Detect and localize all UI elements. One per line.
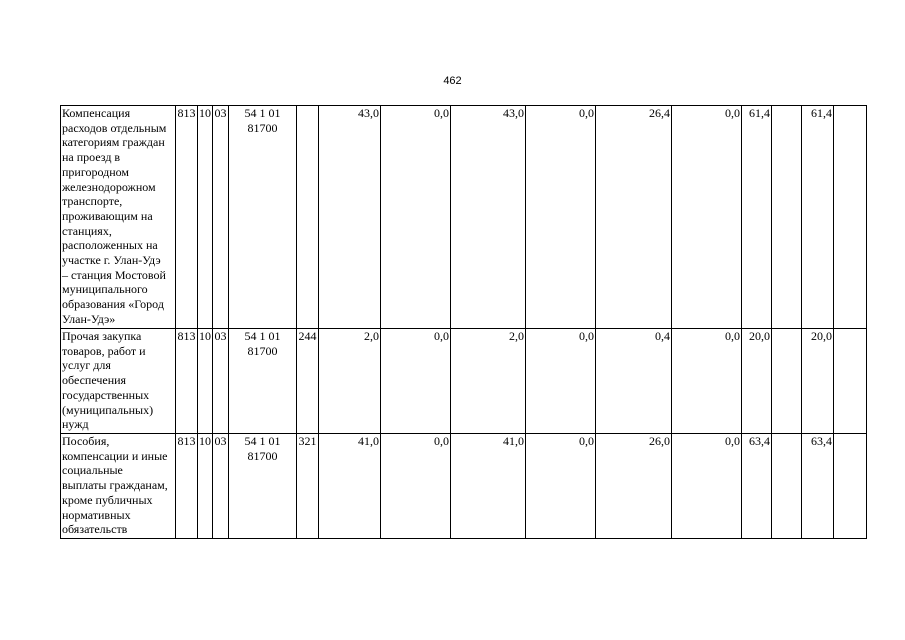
value-cell-3: 2,0 <box>451 329 526 434</box>
value-cell-10 <box>834 434 867 539</box>
value-cell-1: 2,0 <box>319 329 381 434</box>
row-name-line: (муниципальных) <box>62 402 154 417</box>
value-cell-4: 0,0 <box>526 329 596 434</box>
budget-table <box>60 105 867 539</box>
value-cell-1: 43,0 <box>319 106 381 329</box>
target-article-line: 54 1 01 <box>244 106 281 120</box>
value-cell-4: 0,0 <box>526 434 596 539</box>
subsection-code-cell: 03 <box>213 329 229 434</box>
row-name-line: категориям граждан <box>62 135 165 150</box>
row-name-line: кроме публичных <box>62 492 153 507</box>
row-name-line: обязательств <box>62 522 128 537</box>
ministry-code-cell: 813 <box>176 329 198 434</box>
row-name-line: Пособия, <box>62 434 110 448</box>
row-name-line: станциях, <box>62 223 112 238</box>
value-cell-9: 20,0 <box>802 329 834 434</box>
row-name-line: обеспечения <box>62 373 127 388</box>
subsection-code-cell: 03 <box>213 106 229 329</box>
table-row <box>61 329 867 434</box>
value-cell-10 <box>834 329 867 434</box>
row-name-line: расположенных на <box>62 238 158 253</box>
target-article-line: 54 1 01 <box>244 434 281 448</box>
table-row <box>61 434 867 539</box>
expense-type-cell: 244 <box>297 329 319 434</box>
row-name-line: государственных <box>62 387 150 402</box>
value-cell-6: 0,0 <box>672 106 742 329</box>
row-name-line: Компенсация <box>62 106 131 120</box>
target-article-cell <box>229 329 297 434</box>
row-name-line: социальные <box>62 463 123 478</box>
row-name-line: нормативных <box>62 507 131 522</box>
row-name-cell <box>61 329 176 434</box>
row-name-line: железнодорожном <box>62 179 156 194</box>
row-name-line: компенсации и иные <box>62 448 168 463</box>
value-cell-3: 43,0 <box>451 106 526 329</box>
row-name-line: пригородном <box>62 164 130 179</box>
value-cell-7: 63,4 <box>742 434 772 539</box>
target-article-line: 81700 <box>247 448 278 463</box>
page-number: 462 <box>443 75 462 87</box>
row-name-line: расходов отдельным <box>62 120 167 135</box>
section-code-cell: 10 <box>198 106 213 329</box>
row-name-line: муниципального <box>62 282 148 297</box>
value-cell-8 <box>772 329 802 434</box>
section-code-cell: 10 <box>198 329 213 434</box>
row-name-line: выплаты гражданам, <box>62 478 168 493</box>
row-name-line: образования «Город <box>62 297 164 312</box>
target-article-cell <box>229 106 297 329</box>
value-cell-9: 61,4 <box>802 106 834 329</box>
value-cell-5: 26,0 <box>596 434 672 539</box>
row-name-line: – станция Мостовой <box>62 267 166 282</box>
target-article-cell <box>229 434 297 539</box>
section-code-cell: 10 <box>198 434 213 539</box>
ministry-code-cell: 813 <box>176 434 198 539</box>
row-name-line: Улан-Удэ» <box>62 311 116 326</box>
target-article-line: 54 1 01 <box>244 329 281 343</box>
subsection-code-cell: 03 <box>213 434 229 539</box>
value-cell-1: 41,0 <box>319 434 381 539</box>
row-name-line: Прочая закупка <box>62 329 142 343</box>
row-name-line: нужд <box>62 417 89 432</box>
expense-type-cell <box>297 106 319 329</box>
row-name-line: услуг для <box>62 358 111 373</box>
value-cell-4: 0,0 <box>526 106 596 329</box>
value-cell-8 <box>772 434 802 539</box>
value-cell-2: 0,0 <box>381 434 451 539</box>
value-cell-7: 61,4 <box>742 106 772 329</box>
value-cell-6: 0,0 <box>672 329 742 434</box>
ministry-code-cell: 813 <box>176 106 198 329</box>
value-cell-10 <box>834 106 867 329</box>
value-cell-7: 20,0 <box>742 329 772 434</box>
value-cell-8 <box>772 106 802 329</box>
target-article-line: 81700 <box>247 343 278 358</box>
row-name-line: транспорте, <box>62 194 123 209</box>
row-name-line: товаров, работ и <box>62 343 146 358</box>
value-cell-6: 0,0 <box>672 434 742 539</box>
row-name-line: проживающим на <box>62 208 153 223</box>
value-cell-5: 26,4 <box>596 106 672 329</box>
target-article-line: 81700 <box>247 120 278 135</box>
row-name-line: участке г. Улан-Удэ <box>62 253 161 268</box>
value-cell-2: 0,0 <box>381 106 451 329</box>
value-cell-9: 63,4 <box>802 434 834 539</box>
row-name-cell <box>61 106 176 329</box>
row-name-cell <box>61 434 176 539</box>
row-name-line: на проезд в <box>62 150 121 165</box>
value-cell-2: 0,0 <box>381 329 451 434</box>
table-row <box>61 106 867 329</box>
budget-table-body <box>61 106 867 539</box>
value-cell-3: 41,0 <box>451 434 526 539</box>
expense-type-cell: 321 <box>297 434 319 539</box>
value-cell-5: 0,4 <box>596 329 672 434</box>
